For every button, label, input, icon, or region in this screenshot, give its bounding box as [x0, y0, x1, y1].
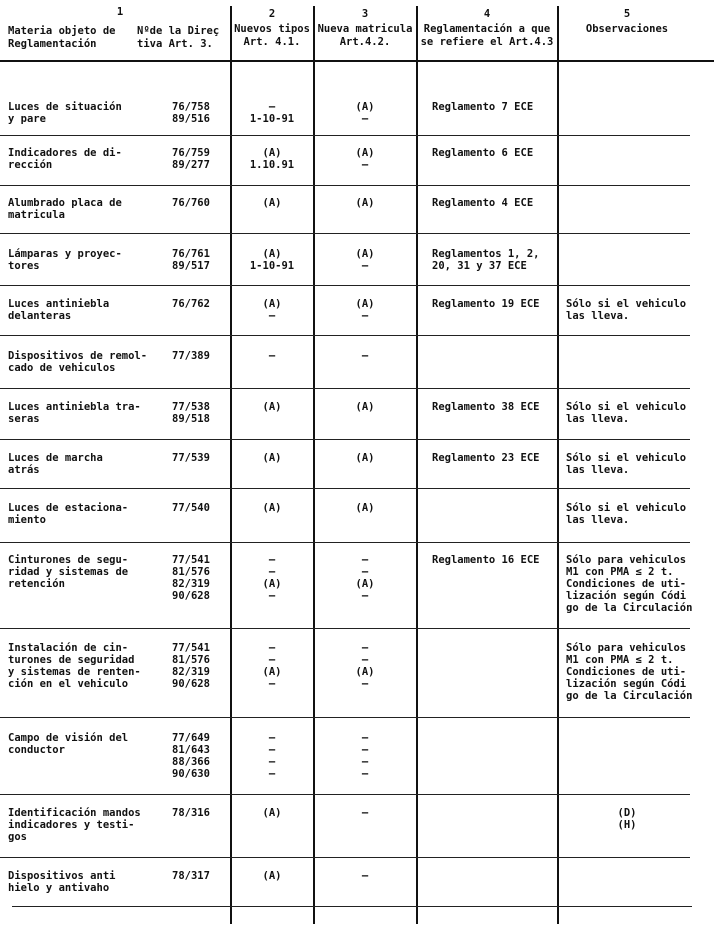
row-separator: [0, 135, 690, 136]
cell-directiva: 76/760: [172, 197, 210, 209]
cell-directiva: 77/539: [172, 452, 210, 464]
cell-directiva: 76/759 89/277: [172, 147, 210, 171]
row-separator: [0, 628, 690, 629]
cell-observaciones: Sólo si el vehiculo las lleva.: [566, 502, 687, 526]
row-separator: [12, 906, 692, 907]
row-separator: [0, 488, 690, 489]
cell-reglamentacion: Reglamento 4 ECE: [432, 197, 534, 209]
cell-matricula: (A) –: [355, 147, 375, 171]
cell-observaciones: (D) (H): [617, 807, 637, 831]
cell-nuevos: (A): [262, 502, 282, 514]
cell-reglamentacion: Reglamentos 1, 2, 20, 31 y 37 ECE: [432, 248, 540, 272]
cell-directiva: 77/389: [172, 350, 210, 362]
cell-nuevos: (A): [262, 452, 282, 464]
row-separator: [0, 439, 690, 440]
cell-matricula: (A): [355, 452, 375, 464]
cell-nuevos: (A): [262, 807, 282, 819]
cell-directiva: 76/762: [172, 298, 210, 310]
col3-header: Nueva matricula Art.4.2.: [317, 23, 413, 48]
row-separator: [0, 388, 690, 389]
column-rule-1: [230, 6, 232, 924]
cell-directiva: 77/538 89/518: [172, 401, 210, 425]
col1-header: Materia objeto de Reglamentación: [8, 25, 116, 50]
cell-directiva: 78/317: [172, 870, 210, 882]
col5-header: Observaciones: [585, 23, 669, 35]
header-rule: [0, 60, 714, 62]
cell-materia: Cinturones de segu- ridad y sistemas de retención: [8, 554, 129, 590]
column-rule-3: [416, 6, 418, 924]
cell-materia: Luces antiniebla tra- seras: [8, 401, 141, 425]
cell-observaciones: Sólo para vehiculos M1 con PMA ≤ 2 t. Condiciones de uti- lización según Códi go de la Circulación: [566, 642, 693, 702]
col1b-header: Nºde la Direç tiva Art. 3.: [137, 25, 220, 50]
col3-number: 3: [361, 8, 369, 20]
cell-matricula: –: [361, 807, 369, 819]
column-rule-4: [557, 6, 559, 924]
cell-directiva: 78/316: [172, 807, 210, 819]
row-separator: [0, 285, 690, 286]
cell-observaciones: Sólo si el vehiculo las lleva.: [566, 298, 687, 322]
cell-directiva: 77/541 81/576 82/319 90/628: [172, 642, 210, 690]
cell-matricula: – – (A) –: [355, 554, 375, 602]
cell-directiva: 77/540: [172, 502, 210, 514]
cell-materia: Lámparas y proyec- tores: [8, 248, 122, 272]
cell-nuevos: –: [268, 350, 276, 362]
cell-reglamentacion: Reglamento 7 ECE: [432, 101, 534, 113]
cell-reglamentacion: Reglamento 38 ECE: [432, 401, 540, 413]
cell-nuevos: (A): [262, 197, 282, 209]
cell-materia: Indicadores de di- rección: [8, 147, 122, 171]
cell-matricula: (A): [355, 502, 375, 514]
cell-matricula: (A): [355, 401, 375, 413]
cell-materia: Instalación de cin- turones de seguridad y sistemas de renten- ción en el vehiculo: [8, 642, 141, 690]
cell-reglamentacion: Reglamento 16 ECE: [432, 554, 540, 566]
row-separator: [0, 717, 690, 718]
column-rule-2: [313, 6, 315, 924]
cell-materia: Alumbrado placa de matricula: [8, 197, 122, 221]
cell-directiva: 77/649 81/643 88/366 90/630: [172, 732, 210, 780]
cell-nuevos: (A): [262, 870, 282, 882]
cell-matricula: (A) –: [355, 101, 375, 125]
cell-observaciones: Sólo para vehiculos M1 con PMA ≤ 2 t. Condiciones de uti- lización según Códi go de la Circulación: [566, 554, 693, 614]
cell-directiva: 76/758 89/516: [172, 101, 210, 125]
cell-matricula: – – – –: [361, 732, 369, 780]
cell-directiva: 76/761 89/517: [172, 248, 210, 272]
cell-materia: Dispositivos anti hielo y antivaho: [8, 870, 116, 894]
cell-matricula: – – (A) –: [355, 642, 375, 690]
row-separator: [0, 233, 690, 234]
cell-materia: Identificación mandos indicadores y testi- gos: [8, 807, 141, 843]
cell-matricula: –: [361, 870, 369, 882]
cell-nuevos: – – (A) –: [262, 554, 282, 602]
row-separator: [0, 794, 690, 795]
col1-number: 1: [116, 6, 124, 18]
row-separator: [0, 857, 690, 858]
cell-observaciones: Sólo si el vehiculo las lleva.: [566, 401, 687, 425]
col4-header: Reglamentación a que se refiere el Art.4.3: [420, 23, 554, 48]
cell-materia: Dispositivos de remol- cado de vehiculos: [8, 350, 148, 374]
col5-number: 5: [623, 8, 631, 20]
row-separator: [0, 335, 690, 336]
cell-nuevos: (A): [262, 401, 282, 413]
cell-matricula: (A): [355, 197, 375, 209]
cell-matricula: –: [361, 350, 369, 362]
cell-matricula: (A) –: [355, 298, 375, 322]
cell-nuevos: (A) 1-10-91: [249, 248, 295, 272]
cell-nuevos: – – (A) –: [262, 642, 282, 690]
col2-header: Nuevos tipos Art. 4.1.: [234, 23, 310, 48]
cell-materia: Luces de situación y pare: [8, 101, 122, 125]
cell-nuevos: (A) 1.10.91: [249, 147, 295, 171]
cell-nuevos: – 1-10-91: [249, 101, 295, 125]
cell-materia: Campo de visión del conductor: [8, 732, 129, 756]
row-separator: [0, 542, 690, 543]
cell-reglamentacion: Reglamento 23 ECE: [432, 452, 540, 464]
cell-reglamentacion: Reglamento 6 ECE: [432, 147, 534, 159]
cell-materia: Luces de marcha atrás: [8, 452, 103, 476]
cell-materia: Luces de estaciona- miento: [8, 502, 129, 526]
cell-matricula: (A) –: [355, 248, 375, 272]
cell-observaciones: Sólo si el vehiculo las lleva.: [566, 452, 687, 476]
cell-nuevos: – – – –: [268, 732, 276, 780]
cell-materia: Luces antiniebla delanteras: [8, 298, 110, 322]
cell-directiva: 77/541 81/576 82/319 90/628: [172, 554, 210, 602]
row-separator: [0, 185, 690, 186]
col2-number: 2: [268, 8, 276, 20]
col4-number: 4: [483, 8, 491, 20]
cell-reglamentacion: Reglamento 19 ECE: [432, 298, 540, 310]
cell-nuevos: (A) –: [262, 298, 282, 322]
